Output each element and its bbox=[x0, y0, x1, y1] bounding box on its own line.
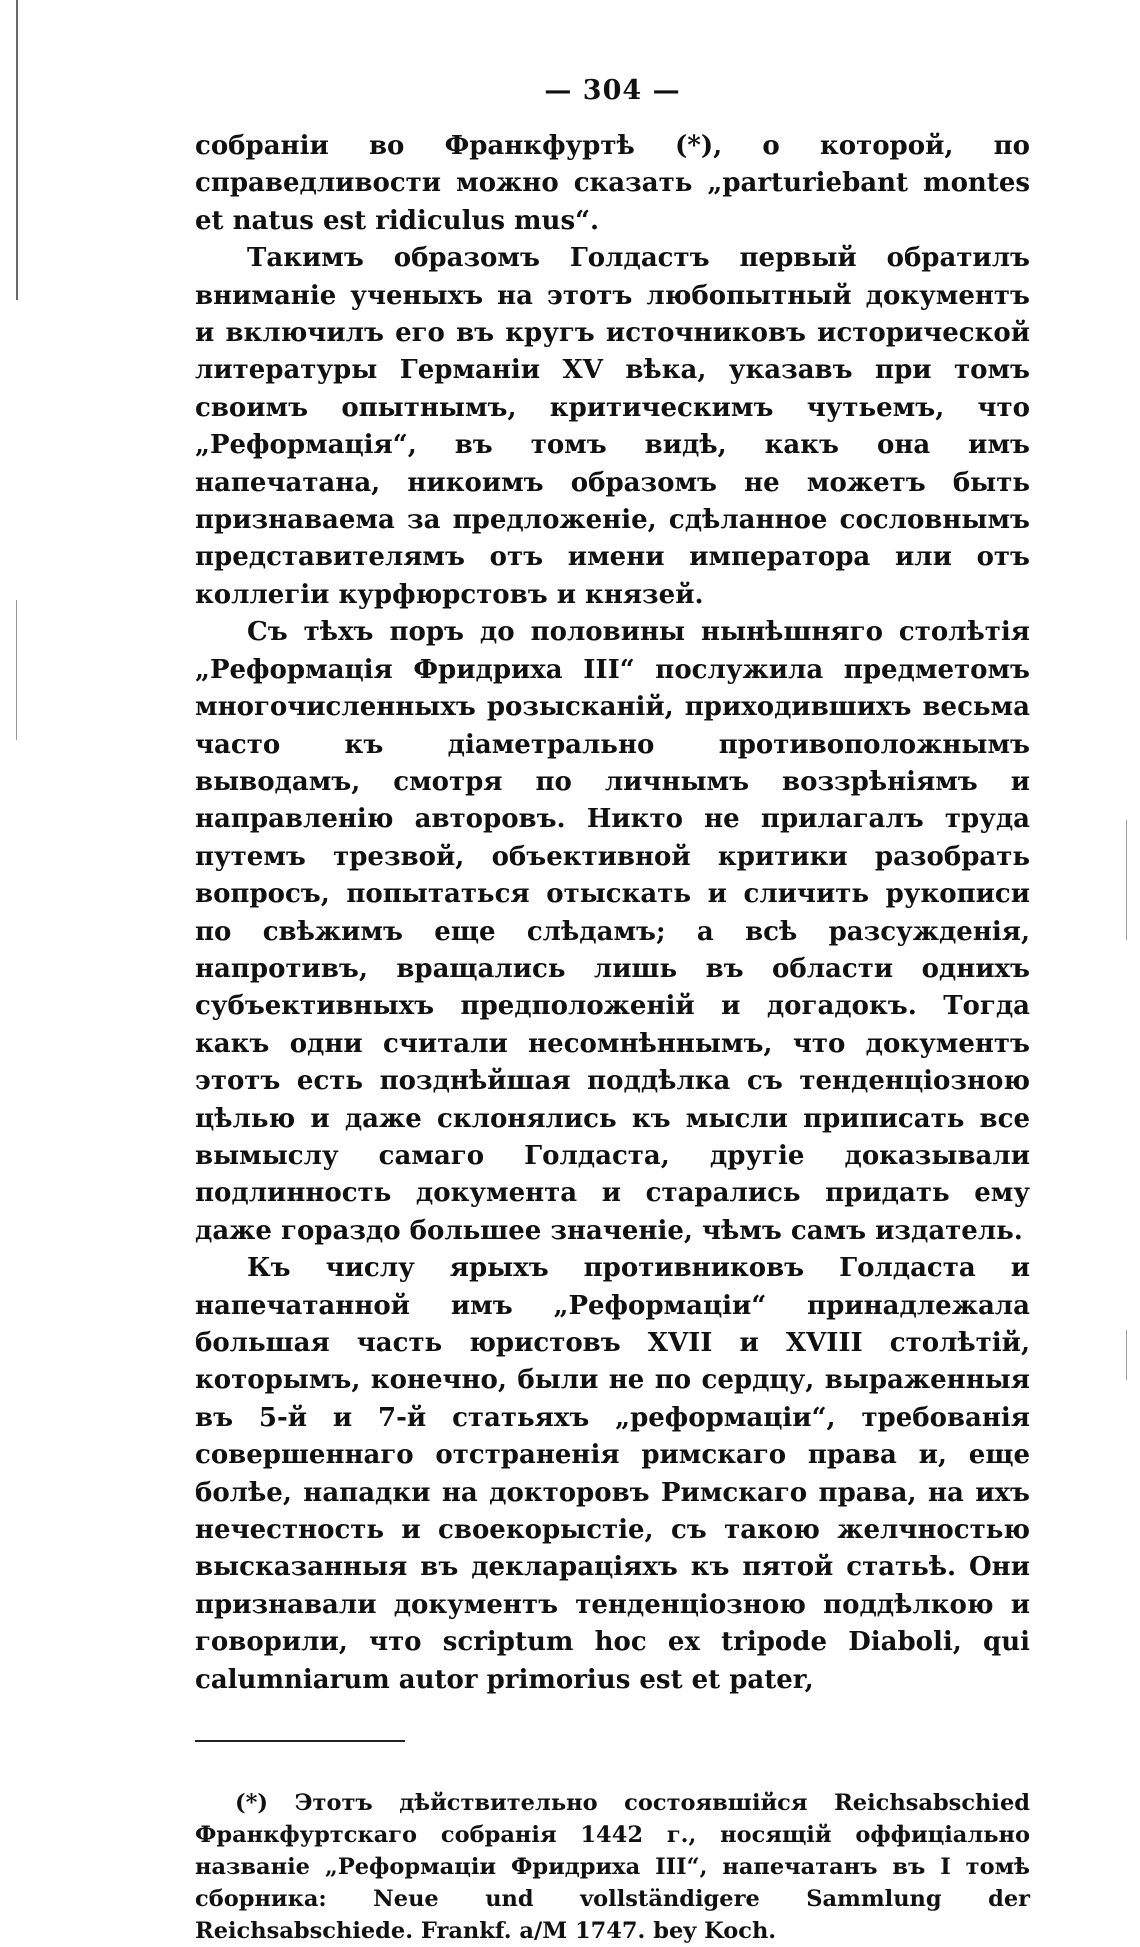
footnote-divider bbox=[195, 1740, 405, 1742]
paragraph: Съ тѣхъ поръ до половины нынѣшняго столѣтія „Реформація Фридриха III“ послужила предметомъ многочисленныхъ розысканій, приходившихъ весьма часто къ діаметрально противоположнымъ выводамъ, смотря по личнымъ воззрѣніямъ и направленію авторовъ. Никто не прилагалъ труда путемъ трезвой, объективной критики разобрать вопросъ, попытаться отыскать и сличить рукописи по свѣжимъ еще слѣдамъ; а всѣ разсужденія, напротивъ, вращались лишь въ области однихъ субъективныхъ предположеній и догадокъ. Тогда какъ одни считали несомнѣннымъ, что документъ этотъ есть позднѣйшая поддѣлка съ тенденціозною цѣлью и даже склонялись къ мысли приписать все вымыслу самаго Голдаста, другіе доказывали подлинность документа и старались придать ему даже гораздо большее значеніе, чѣмъ самъ издатель. bbox=[195, 617, 1030, 1246]
footnote-text: (*) Этотъ дѣйствительно состоявшійся Reichsabschied Франкфуртскаго собранія 1442 г., носящій оффиціально названіе „Реформаціи Фридриха III“, напечатанъ въ I томѣ сборника: Neue und vollständigere Sammlung der Reichsabschiede. Frankf. a/M 1747. bey Koch. bbox=[195, 1790, 1030, 1945]
book-page bbox=[195, 70, 1030, 1945]
scan-edge-line bbox=[1126, 820, 1127, 940]
body-text bbox=[195, 128, 1030, 1699]
scan-edge-line bbox=[16, 600, 17, 740]
footnote bbox=[195, 1787, 1030, 1947]
paragraph: Къ числу ярыхъ противниковъ Голдаста и напечатанной имъ „Реформаціи“ принадлежала большая часть юристовъ XVII и XVIII столѣтій, которымъ, конечно, были не по сердцу, выраженныя въ 5-й и 7-й статьяхъ „реформаціи“, требованія совершеннаго отстраненія римскаго права и, еще болѣе, нападки на докторовъ Римскаго права, на ихъ нечестность и своекорыстіе, съ такою желчностью высказанныя въ декларацiяхъ къ пятой статьѣ. Они признавали документъ тенденціозною поддѣлкою и говорили, что scriptum hoc ex tripode Diaboli, qui calumniarum autor primorius est et pater, bbox=[195, 1253, 1030, 1695]
scan-edge-line bbox=[16, 0, 18, 300]
paragraph: Такимъ образомъ Голдастъ первый обратилъ вниманіе ученыхъ на этотъ любопытный документъ и включилъ его въ кругъ источниковъ исторической литературы Германіи XV вѣка, указавъ при томъ своимъ опытнымъ, критическимъ чутьемъ, что „Реформація“, въ томъ видѣ, какъ она имъ напечатана, никоимъ образомъ не можетъ быть признаваема за предложеніе, сдѣланное сословнымъ представителямъ отъ имени императора или отъ коллегіи курфюрстовъ и князей. bbox=[195, 243, 1030, 610]
page-number: — 304 — bbox=[544, 75, 681, 106]
scan-edge-line bbox=[1126, 1330, 1127, 1380]
paragraph: собраніи во Франкфуртѣ (*), о которой, по справедливости можно сказать „parturiebant montes et natus est ridiculus mus“. bbox=[195, 131, 1030, 236]
